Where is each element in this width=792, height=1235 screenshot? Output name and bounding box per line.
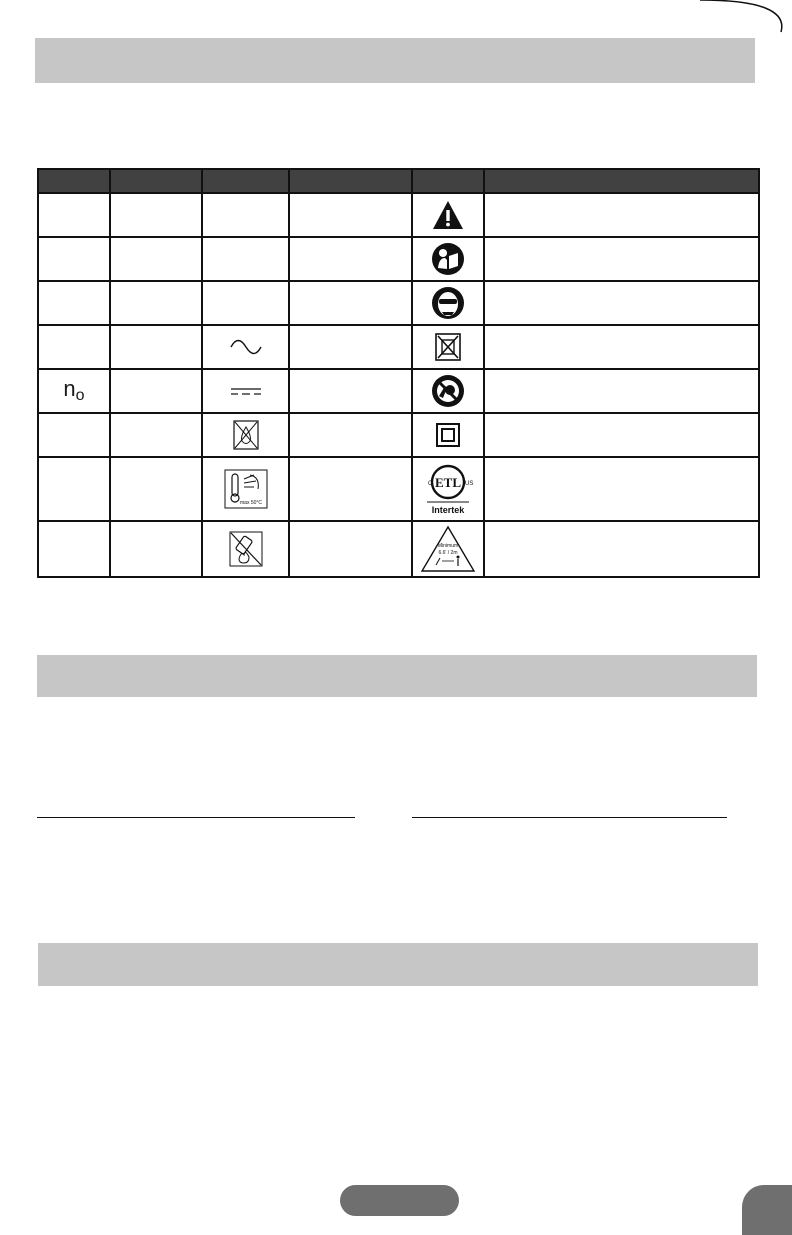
max-temperature-icon: [224, 469, 268, 509]
section-header-2: [37, 655, 757, 697]
svg-text:C: C: [428, 481, 433, 487]
table-row: [38, 237, 759, 281]
table-row: [38, 325, 759, 369]
svg-text:US: US: [465, 481, 474, 487]
warning-triangle-icon: [431, 199, 465, 231]
svg-text:ETL: ETL: [434, 475, 462, 490]
minimum-distance-icon: [420, 525, 476, 573]
class-ii-double-insulation-icon: [435, 422, 461, 448]
direct-current-icon: [229, 383, 263, 399]
section-header-symbols: [35, 38, 755, 83]
svg-text:Intertek: Intertek: [431, 505, 465, 515]
table-row: [38, 281, 759, 325]
table-row: [38, 369, 759, 413]
read-manual-icon: [431, 242, 465, 276]
no-load-speed-symbol: $n_o$: [63, 376, 85, 404]
signature-line-left: [37, 817, 355, 818]
language-tab: [742, 1185, 792, 1235]
table-row: [38, 521, 759, 577]
do-not-wet-icon: [232, 419, 260, 451]
svg-text:Minimum: Minimum: [437, 543, 459, 549]
no-touch-icon: [431, 374, 465, 408]
weee-bin-icon: [434, 332, 462, 362]
do-not-burn-icon: [229, 531, 263, 567]
symbols-table: [37, 168, 760, 578]
signature-line-right: [412, 817, 727, 818]
table-row: [38, 413, 759, 457]
page-number-pill: [340, 1185, 459, 1216]
etl-listed-icon: [419, 460, 477, 518]
svg-text:max 50°C: max 50°C: [239, 500, 262, 506]
table-header-row: [38, 169, 759, 193]
section-header-3: [38, 943, 758, 986]
wear-eye-protection-icon: [431, 286, 465, 320]
table-row: [38, 193, 759, 237]
table-row: [38, 457, 759, 521]
svg-text:6.6' / 2m: 6.6' / 2m: [438, 550, 458, 556]
alternating-current-icon: [229, 336, 263, 358]
